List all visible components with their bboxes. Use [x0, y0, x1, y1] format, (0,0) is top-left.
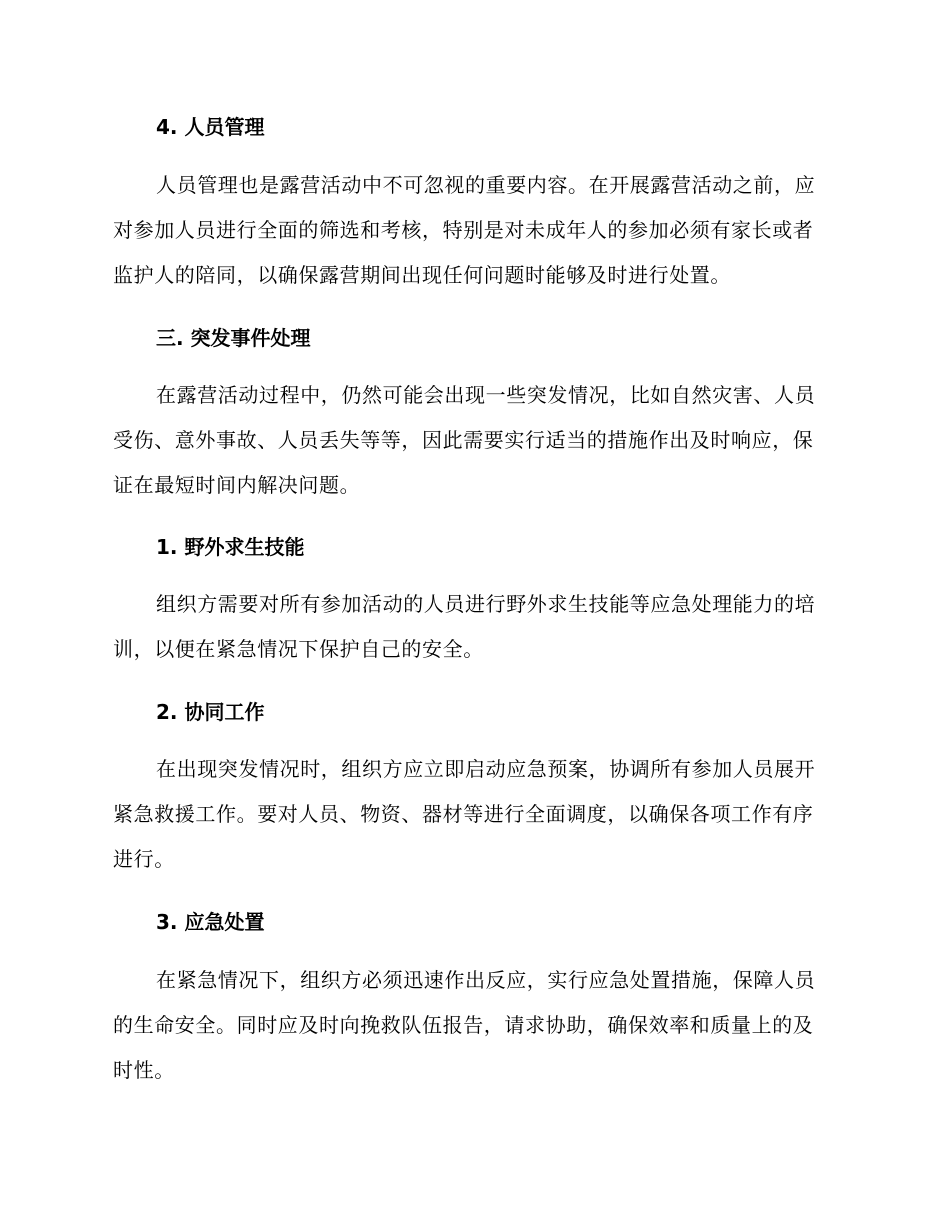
document-page — [113, 112, 833, 1093]
section-paragraph-survival-skills: 组织方需要对所有参加活动的人员进行野外求生技能等应急处理能力的培训，以便在紧急情况下保护自己的安全。 — [113, 592, 816, 661]
section-heading-coordination: 2. 协同工作 — [156, 700, 265, 724]
section-heading-personnel-management: 4. 人员管理 — [156, 115, 265, 139]
section-paragraph-coordination: 在出现突发情况时，组织方应立即启动应急预案，协调所有参加人员展开紧急救援工作。要对人员、物资、器材等进行全面调度，以确保各项工作有序进行。 — [113, 757, 816, 871]
section-paragraph-emergency-handling: 在露营活动过程中，仍然可能会出现一些突发情况，比如自然灾害、人员受伤、意外事故、人员丢失等等，因此需要实行适当的措施作出及时响应，保证在最短时间内解决问题。 — [113, 383, 816, 497]
section-heading-survival-skills: 1. 野外求生技能 — [156, 535, 305, 559]
section-heading-emergency-response: 3. 应急处置 — [156, 910, 265, 934]
section-paragraph-emergency-response: 在紧急情况下，组织方必须迅速作出反应，实行应急处置措施，保障人员的生命安全。同时应及时向挽救队伍报告，请求协助，确保效率和质量上的及时性。 — [113, 968, 816, 1082]
section-heading-emergency-handling: 三. 突发事件处理 — [156, 326, 311, 350]
section-paragraph-personnel-management: 人员管理也是露营活动中不可忽视的重要内容。在开展露营活动之前，应对参加人员进行全面的筛选和考核，特别是对未成年人的参加必须有家长或者监护人的陪同，以确保露营期间出现任何问题时能够及时进行处置。 — [113, 173, 816, 287]
